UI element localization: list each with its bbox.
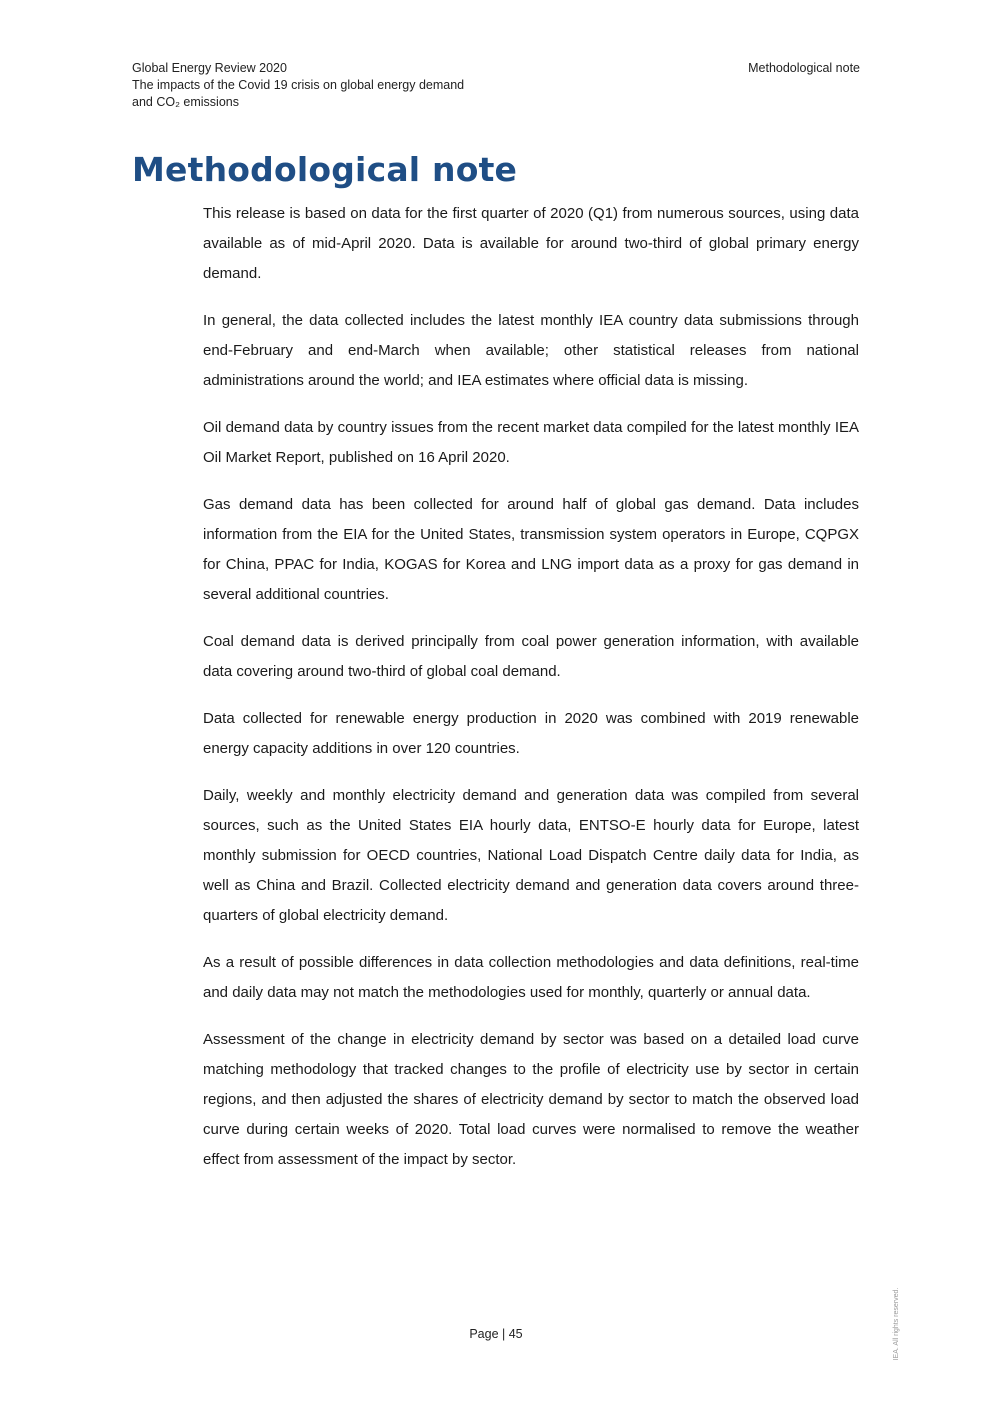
- paragraph: Coal demand data is derived principally from coal power generation information, with available data covering around two-third of global coal demand.: [203, 633, 859, 680]
- report-subtitle-line1: The impacts of the Covid 19 crisis on global energy demand: [132, 78, 465, 92]
- paragraph: In general, the data collected includes the latest monthly IEA country data submissions through end-February and end-March when available; other statistical releases from national administrations around the world; and IEA estimates where official data is missing.: [203, 312, 859, 389]
- section-header: Methodological note: [748, 61, 860, 75]
- page-number: Page | 45: [469, 1327, 523, 1341]
- running-header: [132, 60, 512, 111]
- page-title: Methodological note: [132, 150, 518, 189]
- paragraph: Daily, weekly and monthly electricity demand and generation data was compiled from several sources, such as the United States EIA hourly data, ENTSO-E hourly data for Europe, latest monthly submission for OECD countries, National Load Dispatch Centre daily data for India, as well as China and Brazil. Collected electricity demand and generation data covers around three-quarters of global electricity demand.: [203, 787, 859, 924]
- paragraph: As a result of possible differences in data collection methodologies and data definitions, real-time and daily data may not match the methodologies used for monthly, quarterly or annual data.: [203, 954, 859, 1001]
- paragraph: Oil demand data by country issues from the recent market data compiled for the latest monthly IEA Oil Market Report, published on 16 April 2020.: [203, 419, 859, 466]
- body-text: [203, 199, 859, 1192]
- paragraph: Data collected for renewable energy production in 2020 was combined with 2019 renewable energy capacity additions in over 120 countries.: [203, 710, 859, 757]
- rights-notice: IEA. All rights reserved.: [893, 1287, 900, 1361]
- paragraph: Assessment of the change in electricity demand by sector was based on a detailed load curve matching methodology that tracked changes to the profile of electricity use by sector in certain regions, and then adjusted the shares of electricity demand by sector to match the observed load curve during certain weeks of 2020. Total load curves were normalised to remove the weather effect from assessment of the impact by sector.: [203, 1031, 859, 1168]
- report-title: Global Energy Review 2020: [132, 61, 287, 75]
- paragraph: This release is based on data for the first quarter of 2020 (Q1) from numerous sources, using data available as of mid-April 2020. Data is available for around two-third of global primary energy demand.: [203, 205, 859, 282]
- report-subtitle-line2: and CO₂ emissions: [132, 95, 239, 109]
- paragraph: Gas demand data has been collected for around half of global gas demand. Data includes information from the EIA for the United States, transmission system operators in Europe, CQPGX for China, PPAC for India, KOGAS for Korea and LNG import data as a proxy for gas demand in several additional countries.: [203, 496, 859, 603]
